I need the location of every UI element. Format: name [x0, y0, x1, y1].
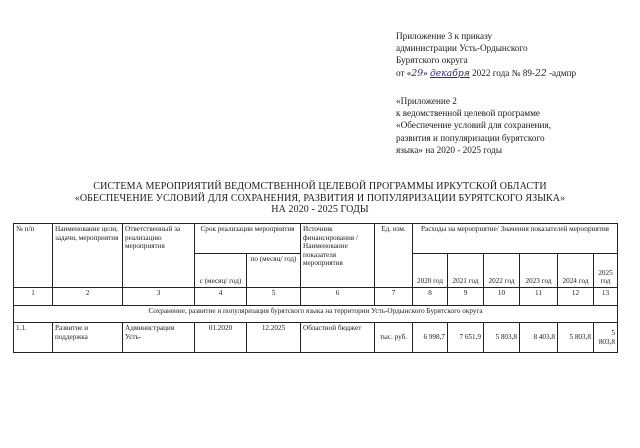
header-year: 2020 год [413, 254, 448, 288]
row-name: Развитие и поддержка [53, 323, 123, 353]
row-responsible: Администрация Усть- [123, 323, 195, 353]
row-unit: тыс. руб. [375, 323, 413, 353]
appendix-2-header [396, 95, 632, 156]
row-from: 01.2020 [195, 323, 247, 353]
column-number: 3 [123, 288, 195, 306]
date-day-handwritten: 29 [411, 67, 424, 79]
appendix-3-line: Бурятского округа [396, 55, 468, 66]
header-period: Срок реализации мероприятия [195, 224, 301, 254]
appendix-3-line: администрации Усть-Ордынского [396, 43, 528, 54]
order-number-handwritten: 22 [534, 67, 547, 79]
date-prefix: от « [396, 67, 412, 78]
header-responsible: Ответственный за реализацию мероприятия [123, 224, 195, 288]
column-number: 4 [195, 288, 247, 306]
header-period-from: с (месяц/ год) [195, 254, 247, 288]
header-year: 2021 год [448, 254, 484, 288]
title-line: НА 2020 - 2025 ГОДЫ [271, 204, 369, 215]
appendix-2-line: «Обеспечение условий для сохранения, [396, 120, 551, 131]
order-suffix: -адмпр [546, 67, 577, 78]
row-value: 7 651,9 [448, 323, 484, 353]
row-value: 6 998,7 [413, 323, 448, 353]
appendix-3-line: Приложение 3 к приказу [396, 31, 493, 41]
row-to: 12.2025 [247, 323, 301, 353]
header-year: 2025 год [594, 254, 618, 288]
date-year: 2022 года № 89- [469, 67, 535, 78]
section-heading: Сохранение, развитие и популяризация бурятского языка на территории Усть-Ордынского Бурятского округа [14, 306, 618, 323]
appendix-3-date-line [396, 67, 632, 80]
column-number: 13 [594, 288, 618, 306]
measures-table [13, 223, 618, 353]
appendix-2-line: «Приложение 2 [396, 96, 457, 106]
appendix-2-line: развития и популяризации бурятского [396, 132, 545, 143]
header-source: Источник финансирования / Наименование показателя мероприятия [301, 224, 375, 288]
header-year: 2022 год [484, 254, 520, 288]
row-num: 1.1. [14, 323, 53, 353]
column-number: 11 [520, 288, 558, 306]
column-number: 5 [247, 288, 301, 306]
row-value: 5 803,8 [594, 323, 618, 353]
row-source: Областной бюджет [301, 323, 375, 353]
table-row [14, 323, 618, 353]
row-value: 8 403,8 [520, 323, 558, 353]
column-number: 12 [558, 288, 594, 306]
date-month-handwritten: декабря [429, 67, 470, 79]
header-year: 2024 год [558, 254, 594, 288]
column-number: 6 [301, 288, 375, 306]
title-line: «ОБЕСПЕЧЕНИЕ УСЛОВИЙ ДЛЯ СОХРАНЕНИЯ, РАЗВИТИЯ И ПОПУЛЯРИЗАЦИИ БУРЯТСКОГО ЯЗЫКА» [74, 192, 566, 204]
column-number: 8 [413, 288, 448, 306]
header-num: № п/п [14, 224, 53, 288]
appendix-2-line: языка» на 2020 - 2025 годы [396, 144, 503, 155]
row-value: 5 803,8 [558, 323, 594, 353]
header-unit: Ед. изм. [375, 224, 413, 288]
header-year: 2023 год [520, 254, 558, 288]
title-line: СИСТЕМА МЕРОПРИЯТИЙ ВЕДОМСТВЕННОЙ ЦЕЛЕВОЙ ПРОГРАММЫ ИРКУТСКОЙ ОБЛАСТИ [93, 181, 547, 192]
header-costs: Расходы на мероприятие/ Значения показателей мероприятия [413, 224, 618, 254]
column-number: 1 [14, 288, 53, 306]
row-value: 5 803,8 [484, 323, 520, 353]
document-title [40, 181, 600, 216]
appendix-2-line: к ведомственной целевой программе [396, 108, 540, 119]
date-mid: » [423, 67, 430, 78]
column-number: 2 [53, 288, 123, 306]
header-name: Наименование цели, задачи, мероприятия [53, 224, 123, 288]
appendix-3-header [396, 30, 632, 80]
column-number: 10 [484, 288, 520, 306]
header-period-to: по (месяц/ год) [247, 254, 301, 288]
column-number: 9 [448, 288, 484, 306]
column-number: 7 [375, 288, 413, 306]
